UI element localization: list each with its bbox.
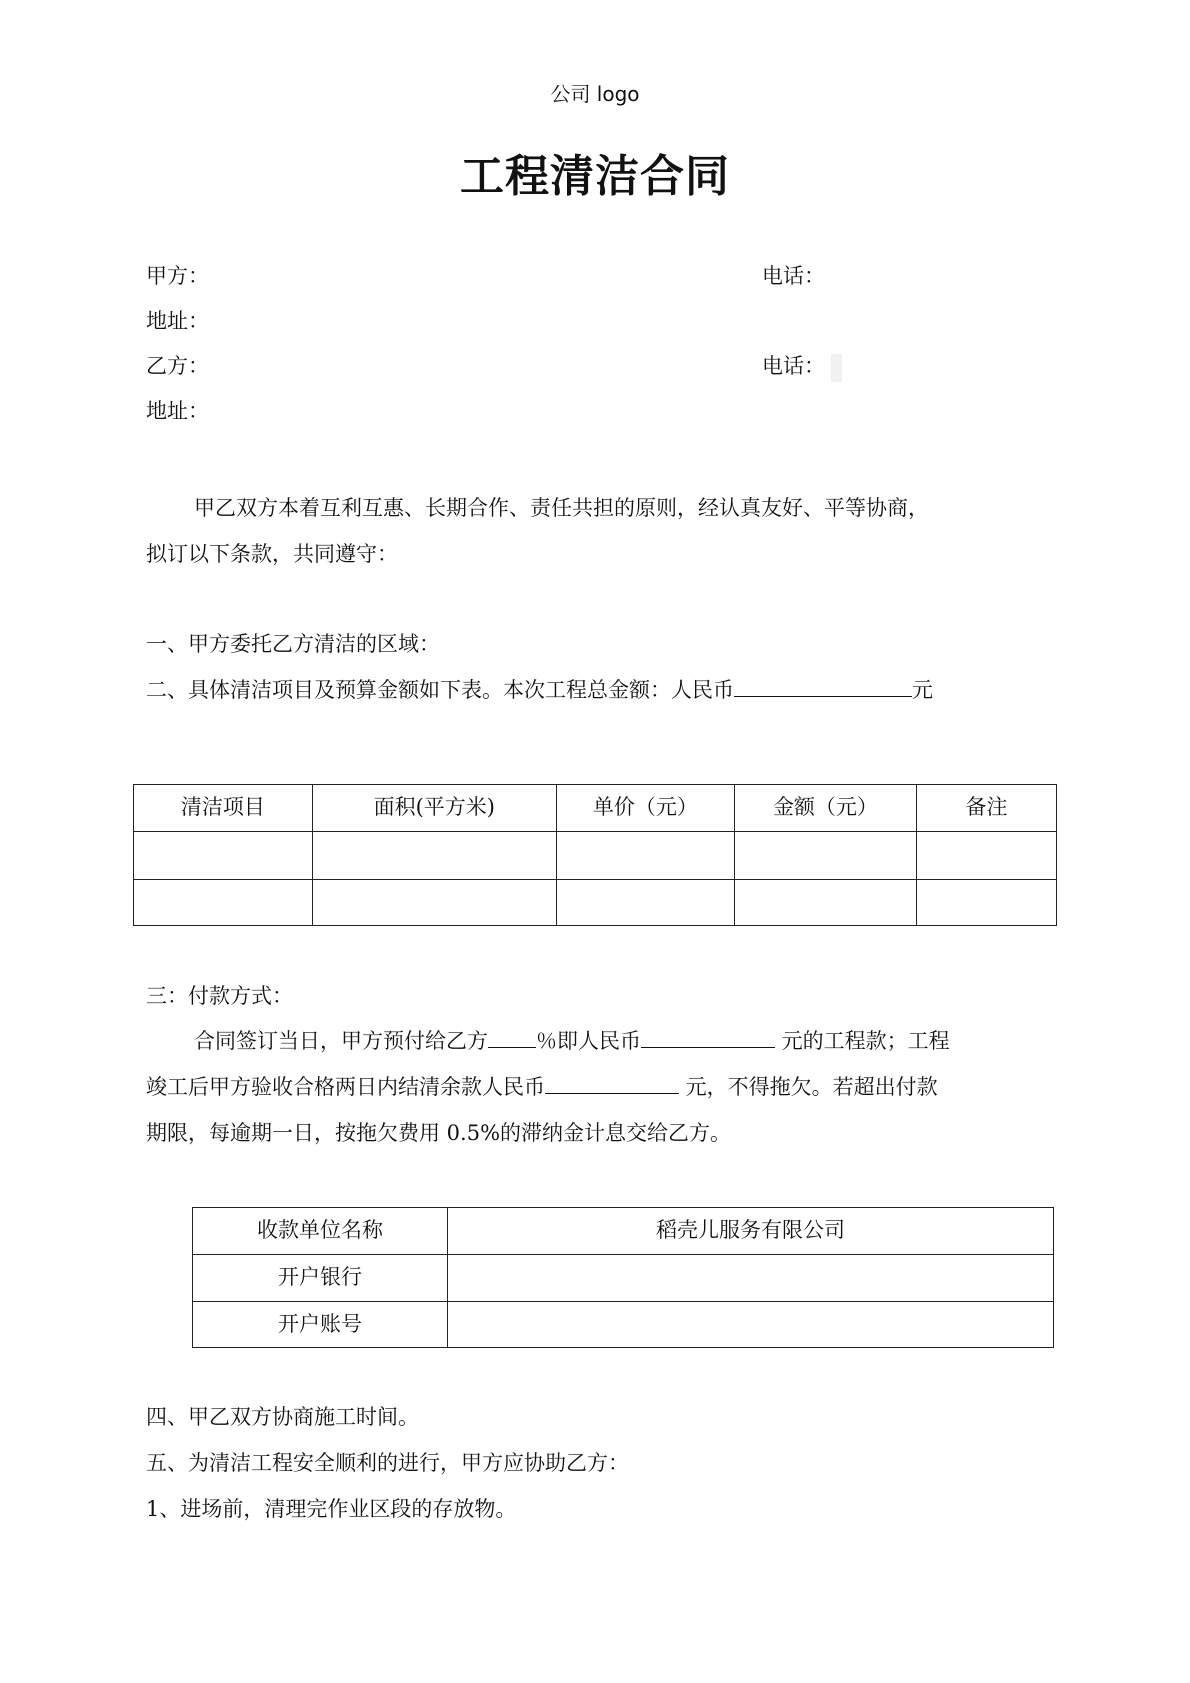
payment-line-1-a: 合同签订当日，甲方预付给乙方: [194, 1029, 488, 1053]
bank-label: 收款单位名称: [193, 1208, 448, 1255]
prepay-percent-blank[interactable]: [488, 1027, 536, 1048]
intro-line-2: 拟订以下条款，共同遵守：: [146, 542, 398, 566]
balance-amount-blank[interactable]: [545, 1073, 679, 1094]
party-a-phone-label: 电话：: [762, 264, 825, 288]
payment-line-1: [194, 1025, 950, 1055]
phone-input-field[interactable]: [831, 354, 842, 382]
payment-line-3: 期限，每逾期一日，按拖欠费用 0.5%的滞纳金计息交给乙方。: [146, 1121, 732, 1145]
table-header: 备注: [916, 785, 1056, 832]
payment-line-2-b: 元，不得拖欠。若超出付款: [679, 1075, 938, 1099]
company-logo-text: 公司 logo: [550, 82, 640, 106]
table-header: 单价（元）: [556, 785, 734, 832]
party-a-label: 甲方：: [146, 264, 209, 288]
bank-info-table: [192, 1207, 1054, 1348]
payment-line-2-a: 竣工后甲方验收合格两日内结清余款人民币: [146, 1075, 545, 1099]
party-b-phone-row: [762, 350, 842, 382]
table-cell[interactable]: [556, 832, 734, 880]
table-row: [193, 1302, 1054, 1348]
table-cell[interactable]: [734, 832, 916, 880]
party-b-address-label: 地址：: [146, 399, 209, 423]
table-header: 清洁项目: [134, 785, 313, 832]
party-b-phone-label: 电话：: [762, 354, 825, 378]
clause-4: 四、甲乙双方协商施工时间。: [146, 1405, 419, 1429]
table-row: [193, 1255, 1054, 1302]
clause-2-unit: 元: [912, 678, 933, 702]
payment-heading: 三：付款方式：: [146, 984, 293, 1008]
table-cell[interactable]: [134, 880, 313, 926]
bank-label: 开户银行: [193, 1255, 448, 1302]
clause-2: [146, 674, 933, 704]
table-row: [134, 880, 1057, 926]
party-b-label: 乙方：: [146, 354, 209, 378]
clause-1: 一、甲方委托乙方清洁的区域：: [146, 632, 440, 656]
payment-line-1-c: 元的工程款；工程: [775, 1029, 950, 1053]
table-cell[interactable]: [312, 880, 556, 926]
table-row: [134, 832, 1057, 880]
bank-value[interactable]: 稻壳儿服务有限公司: [448, 1208, 1054, 1255]
table-header: 金额（元）: [734, 785, 916, 832]
table-header: 面积(平方米): [312, 785, 556, 832]
table-cell[interactable]: [916, 832, 1056, 880]
table-row: [193, 1208, 1054, 1255]
intro-line-1: 甲乙双方本着互利互惠、长期合作、责任共担的原则，经认真友好、平等协商，: [194, 496, 929, 520]
table-cell[interactable]: [312, 832, 556, 880]
bank-value[interactable]: [448, 1302, 1054, 1348]
prepay-amount-blank[interactable]: [641, 1027, 775, 1048]
table-cell[interactable]: [734, 880, 916, 926]
cleaning-items-table: [133, 784, 1057, 926]
table-cell[interactable]: [556, 880, 734, 926]
total-amount-blank[interactable]: [734, 676, 912, 697]
table-cell[interactable]: [916, 880, 1056, 926]
payment-line-1-b: ％即人民币: [536, 1029, 641, 1053]
bank-label: 开户账号: [193, 1302, 448, 1348]
clause-2-text: 二、具体清洁项目及预算金额如下表。本次工程总金额：人民币: [146, 678, 734, 702]
clause-5: 五、为清洁工程安全顺利的进行，甲方应协助乙方：: [146, 1451, 629, 1475]
party-a-address-label: 地址：: [146, 309, 209, 333]
payment-line-2: [146, 1071, 938, 1101]
table-cell[interactable]: [134, 832, 313, 880]
clause-5-item-1: 1、进场前，清理完作业区段的存放物。: [146, 1497, 517, 1521]
contract-title: 工程清洁合同: [460, 151, 730, 202]
bank-value[interactable]: [448, 1255, 1054, 1302]
